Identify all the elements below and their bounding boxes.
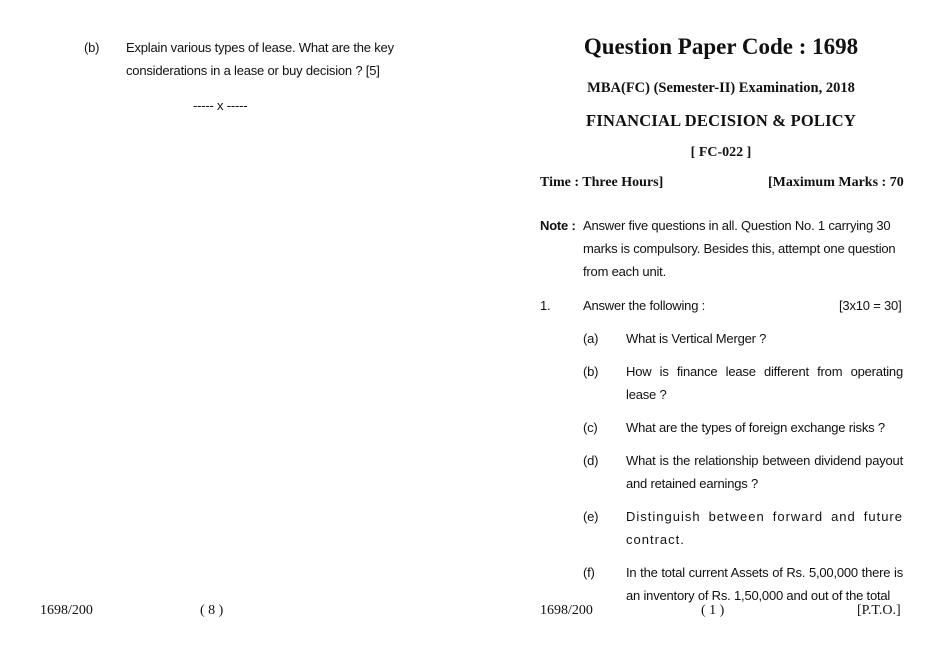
- note-label: Note :: [540, 218, 576, 233]
- question-label: (b): [84, 40, 100, 55]
- footer-pto: [P.T.O.]: [857, 603, 901, 618]
- question-text: Explain various types of lease. What are the key considerations in a lease or buy decision ? [5]: [126, 40, 394, 78]
- sub-question-text: Distinguish between forward and future contract.: [626, 509, 903, 547]
- sub-question-label: (c): [583, 420, 598, 435]
- footer-page-number: ( 1 ): [701, 603, 725, 618]
- course-code: [ FC-022 ]: [690, 145, 752, 160]
- footer-page-number: ( 8 ): [200, 603, 224, 618]
- sub-question-text: In the total current Assets of Rs. 5,00,000 there is an inventory of Rs. 1,50,000 and out of the total: [626, 565, 903, 603]
- footer-paper-code: 1698/200: [540, 603, 593, 618]
- question-marks: [3x10 = 30]: [839, 298, 902, 313]
- sub-question-text: What is Vertical Merger ?: [626, 331, 767, 346]
- sub-question-label: (a): [583, 331, 599, 346]
- maximum-marks: [Maximum Marks : 70: [768, 175, 904, 190]
- right-page: [471, 0, 943, 648]
- left-page: [0, 0, 471, 648]
- sub-question-text: What is the relationship between dividend payout and retained earnings ?: [626, 453, 903, 491]
- sub-question-label: (b): [583, 364, 599, 379]
- note-text: Answer five questions in all. Question No. 1 carrying 30 marks is compulsory. Besides this, attempt one question from each unit.: [583, 218, 896, 279]
- sub-question-text: What are the types of foreign exchange risks ?: [626, 420, 885, 435]
- sub-question-label: (d): [583, 453, 599, 468]
- sub-question-label: (e): [583, 509, 599, 524]
- sub-question-label: (f): [583, 565, 595, 580]
- question-number: 1.: [540, 298, 551, 313]
- subject-title: FINANCIAL DECISION & POLICY: [586, 111, 856, 130]
- paper-title: Question Paper Code : 1698: [583, 34, 859, 59]
- sub-question-text: How is finance lease different from operating lease ?: [626, 364, 903, 402]
- footer-paper-code: 1698/200: [40, 603, 93, 618]
- time-allowed: Time : Three Hours]: [540, 175, 664, 190]
- end-marker: ----- x -----: [193, 98, 248, 113]
- question-text: Answer the following :: [583, 298, 706, 313]
- exam-name: MBA(FC) (Semester-II) Examination, 2018: [587, 80, 855, 96]
